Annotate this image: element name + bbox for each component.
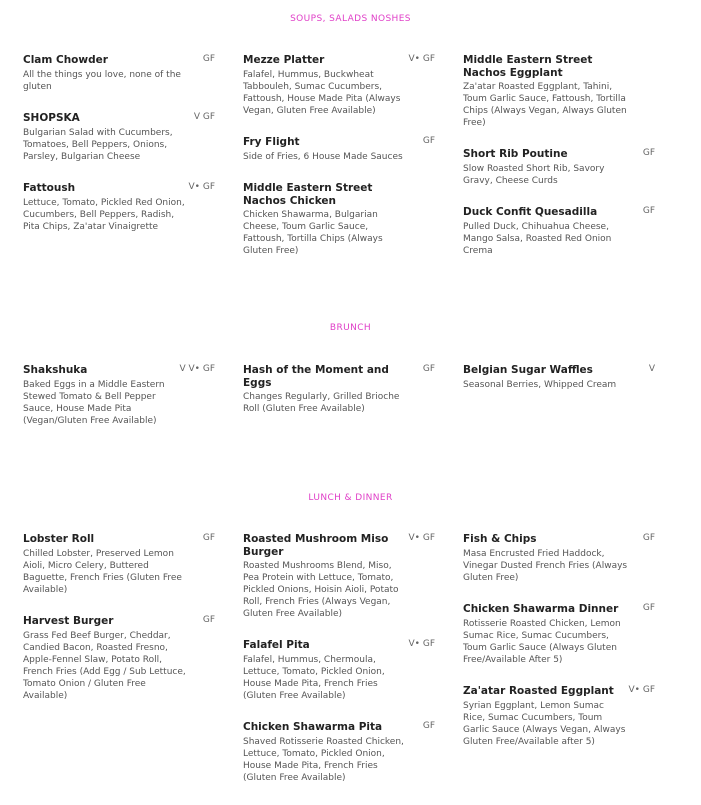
menu-item [243,639,435,702]
menu-item-name: Fry Flight [243,136,300,148]
menu-item-name: Short Rib Poutine [463,148,568,160]
dietary-tag: V• GF [408,639,435,649]
dietary-tag: GF [202,533,215,543]
menu-item-description: Chicken Shawarma, Bulgarian Cheese, Toum Garlic Sauce, Fattoush, Tortilla Chips (Always Gluten Free) [243,210,383,256]
menu-item-description: Za'atar Roasted Eggplant, Tahini, Toum Garlic Sauce, Fattoush, Tortilla Chips (Always Vegan, Always Gluten Free) [463,82,627,128]
section-title: BRUNCH [329,323,372,333]
menu-item-name: Clam Chowder [23,54,108,66]
menu-item-description: Slow Roasted Short Rib, Savory Gravy, Cheese Curds [463,163,605,186]
menu-item [463,603,655,666]
dietary-tag: V GF [193,112,215,122]
menu-item-description: Baked Eggs in a Middle Eastern Stewed Tomato & Bell Pepper Sauce, House Made Pita (Vegan/Gluten Free Available) [23,379,165,426]
menu-item [243,54,435,117]
dietary-tag: V V• GF [179,364,215,374]
dietary-tag: GF [422,136,435,146]
menu-item-name: Falafel Pita [243,639,310,651]
menu-item [243,533,435,620]
menu-item-description: Pulled Duck, Chihuahua Cheese, Mango Salsa, Roasted Red Onion Crema [463,221,612,256]
menu-item-name: Middle Eastern Street Nachos Eggplant [463,54,593,79]
menu-item-name: Fish & Chips [463,533,537,545]
menu-item [23,112,215,163]
menu-item-description: Rotisserie Roasted Chicken, Lemon Sumac Rice, Sumac Cucumbers, Toum Garlic Sauce (Always Gluten Free/Available After 5) [463,618,621,665]
menu-item-description: Masa Encrusted Fried Haddock, Vinegar Dusted French Fries (Always Gluten Free) [463,548,628,583]
section-title: SOUPS, SALADS NOSHES [290,14,411,24]
menu-item [23,615,215,702]
menu-item-name: Mezze Platter [243,54,325,66]
dietary-tag: GF [202,615,215,625]
menu-item-description: Roasted Mushrooms Blend, Miso, Pea Protein with Lettuce, Tomato, Pickled Onions, Hoisin Aioli, Potato Roll, French Fries (Always Vegan, Gluten Free Available) [243,561,399,619]
menu-item-name: Harvest Burger [23,615,114,627]
menu-item-description: Seasonal Berries, Whipped Cream [463,379,617,390]
menu-item [243,364,435,415]
menu-item [23,182,215,233]
menu-item-name: SHOPSKA [23,112,80,124]
menu-item-name: Fattoush [23,182,76,194]
dietary-tag: GF [422,364,435,374]
dietary-tag: V• GF [628,685,655,695]
menu-item [243,182,435,257]
menu-item [23,364,215,427]
menu-item-description: Lettuce, Tomato, Pickled Red Onion, Cucumbers, Bell Peppers, Radish, Pita Chips, Za'atar Vinaigrette [23,197,185,232]
menu-item-name: Chicken Shawarma Pita [243,721,383,733]
dietary-tag: V [648,364,655,374]
menu-item-name: Shakshuka [23,364,88,376]
menu-item-name: Chicken Shawarma Dinner [463,603,619,615]
dietary-tag: V• GF [408,54,435,64]
dietary-tag: V• GF [188,182,215,192]
menu-item-name: Lobster Roll [23,533,95,545]
menu-item [463,533,655,584]
menu-item [463,364,655,391]
menu-item [463,54,655,129]
menu-item [243,136,435,163]
menu-item-description: Falafel, Hummus, Chermoula, Lettuce, Tomato, Pickled Onion, House Made Pita, French Fries (Gluten Free Available) [243,654,385,701]
menu-item-description: Side of Fries, 6 House Made Sauces [243,151,403,162]
dietary-tag: GF [202,54,215,64]
dietary-tag: GF [422,721,435,731]
dietary-tag: GF [642,603,655,613]
menu-item-name: Belgian Sugar Waffles [463,364,593,376]
menu-item-description: Grass Fed Beef Burger, Cheddar, Candied Bacon, Roasted Fresno, Apple-Fennel Slaw, Potato Roll, French Fries (Add Egg / Sub Lettuce, Tomato Onion / Gluten Free Available) [23,630,186,701]
menu-item [23,54,215,93]
menu-item-description: Changes Regularly, Grilled Brioche Roll (Gluten Free Available) [243,392,400,414]
menu-item-name: Duck Confit Quesadilla [463,206,598,218]
dietary-tag: V• GF [408,533,435,543]
menu-item [243,721,435,784]
menu-item-description: Syrian Eggplant, Lemon Sumac Rice, Sumac Cucumbers, Toum Garlic Sauce (Always Vegan, Always Gluten Free/Available after 5) [463,700,626,747]
menu-item-description: Shaved Rotisserie Roasted Chicken, Lettuce, Tomato, Pickled Onion, House Made Pita, French Fries (Gluten Free Available) [243,736,404,783]
menu-item [463,685,655,748]
menu-item-name: Middle Eastern Street Nachos Chicken [243,182,373,207]
menu-item [463,206,655,257]
dietary-tag: GF [642,533,655,543]
dietary-tag: GF [642,148,655,158]
menu-item-description: Falafel, Hummus, Buckwheat Tabbouleh, Sumac Cucumbers, Fattoush, House Made Pita (Always Vegan, Gluten Free Available) [243,69,401,116]
menu-item [23,533,215,596]
menu-item-description: All the things you love, none of the gluten [23,69,181,92]
menu-item [463,148,655,187]
menu-item-name: Za'atar Roasted Eggplant [463,685,614,697]
menu-item-name: Roasted Mushroom Miso Burger [243,533,389,558]
dietary-tag: GF [642,206,655,216]
menu-item-description: Bulgarian Salad with Cucumbers, Tomatoes, Bell Peppers, Onions, Parsley, Bulgarian Cheese [23,127,173,162]
menu-item-description: Chilled Lobster, Preserved Lemon Aioli, Micro Celery, Buttered Baguette, French Fries (Gluten Free Available) [23,548,182,595]
section-title: LUNCH & DINNER [308,493,393,503]
menu-item-name: Hash of the Moment and Eggs [243,364,389,389]
